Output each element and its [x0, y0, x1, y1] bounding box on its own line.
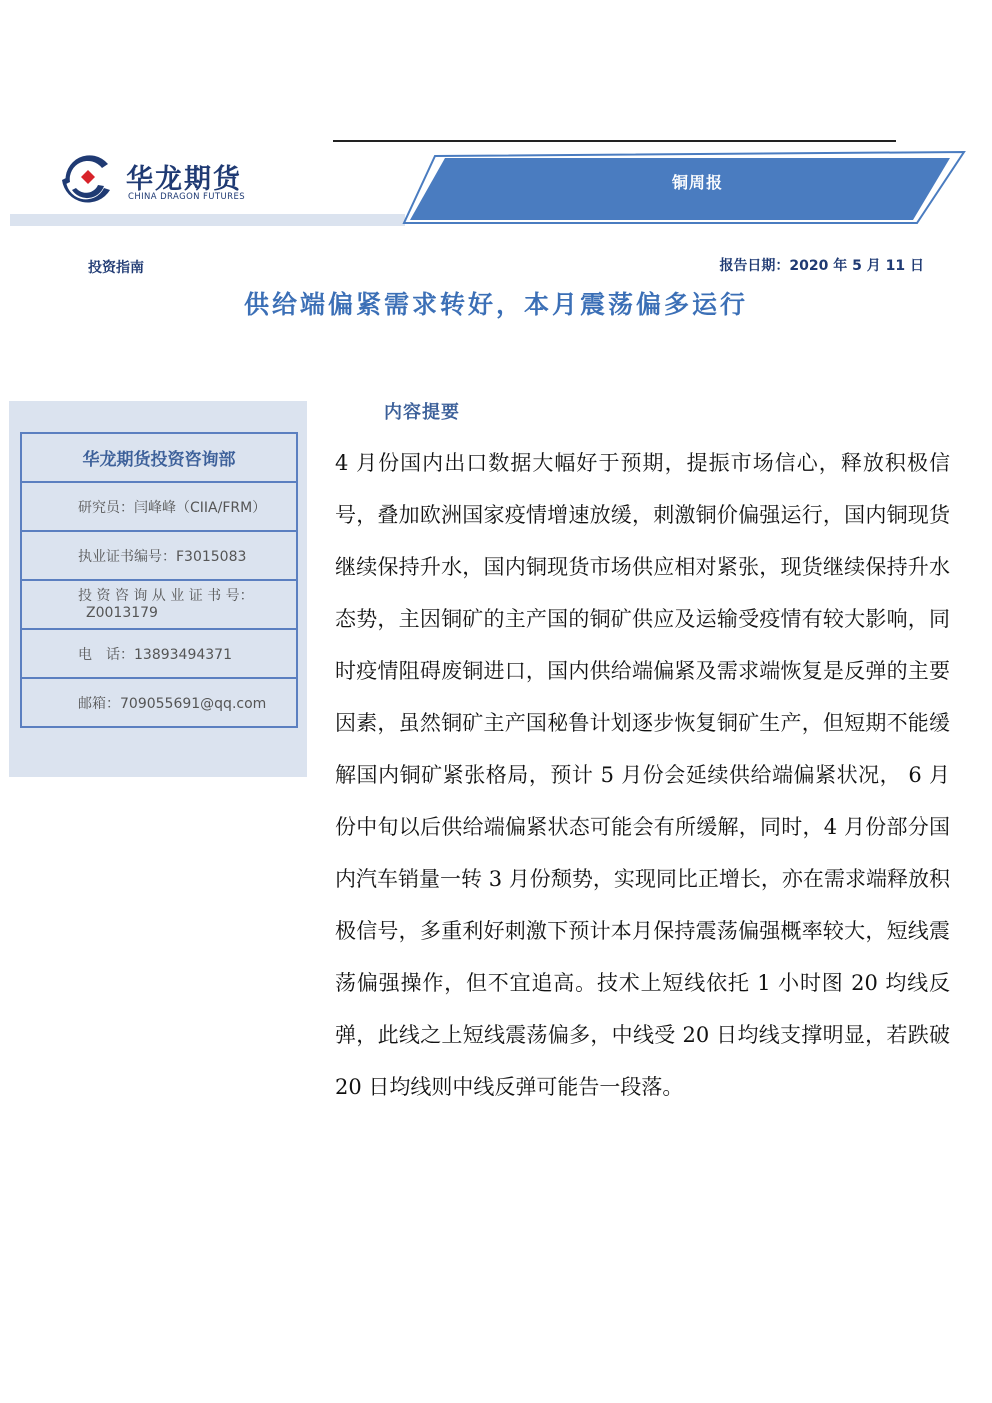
consult-license-number: Z0013179 — [86, 604, 158, 621]
email-row: 邮箱：709055691@qq.com — [22, 679, 296, 728]
analyst-info-box — [20, 432, 298, 728]
consult-license-label: 投 资 咨 询 从 业 证 书 号： — [78, 587, 254, 604]
company-logo-icon — [58, 150, 118, 206]
department-heading: 华龙期货投资咨询部 — [22, 434, 296, 483]
report-date: 报告日期：2020 年 5 月 11 日 — [719, 258, 924, 274]
license-row: 执业证书编号：F3015083 — [22, 532, 296, 581]
report-type-label: 铜周报 — [672, 173, 724, 192]
summary-heading: 内容提要 — [384, 402, 460, 423]
header-top-rule — [333, 140, 896, 142]
guide-label: 投资指南 — [88, 260, 144, 276]
header-underline-band — [10, 214, 405, 226]
brand-name-cn: 华龙期货 — [126, 164, 242, 195]
page-title: 供给端偏紧需求转好，本月震荡偏多运行 — [243, 290, 748, 319]
brand-name-en: CHINA DRAGON FUTURES — [128, 192, 246, 202]
researcher-row: 研究员：闫峰峰（CIIA/FRM） — [22, 483, 296, 532]
summary-body: 4 月份国内出口数据大幅好于预期，提振市场信心，释放积极信号，叠加欧洲国家疫情增速放缓，刺激铜价偏强运行，国内铜现货继续保持升水，国内铜现货市场供应相对紧张，现货继续保持升水态势，主因铜矿的主产国的铜矿供应及运输受疫情有较大影响，同时疫情阻碍废铜进口，国内供给端偏紧及需求端恢复是反弹的主要因素，虽然铜矿主产国秘鲁计划逐步恢复铜矿生产，但短期不能缓解国内铜矿紧张格局，预计 5 月份会延续供给端偏紧状况， 6 月份中旬以后供给端偏紧状态可能会有所缓解，同时，4 月份部分国内汽车销量一转 3 月份颓势，实现同比正增长，亦在需求端释放积极信号，多重利好刺激下预计本月保持震荡偏强概率较大，短线震荡偏强操作，但不宜追高。技术上短线依托 1 小时图 20 均线反弹，此线之上短线震荡偏多，中线受 20 日均线支撑明显，若跌破 20 日均线则中线反弹可能告一段落。 — [335, 451, 950, 1099]
phone-row: 电 话：13893494371 — [22, 630, 296, 679]
consult-license-row — [22, 581, 296, 630]
